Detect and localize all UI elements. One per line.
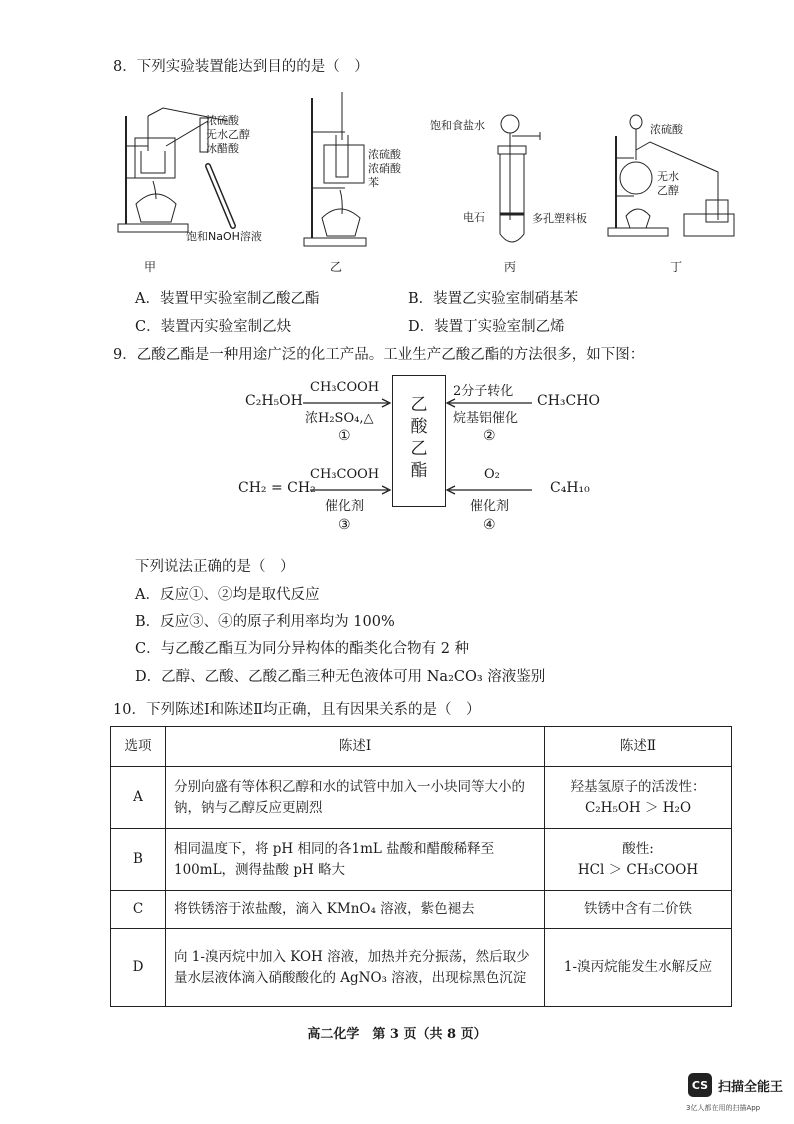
center-char-3: 乙 <box>410 439 428 459</box>
row-a-statement-2 <box>545 767 732 829</box>
center-char-1: 乙 <box>410 395 428 415</box>
cs-logo-icon: CS <box>688 1073 712 1097</box>
watermark-brand: 扫描全能王 <box>718 1079 784 1095</box>
q8-option-d: D．装置丁实验室制乙烯 <box>408 319 565 335</box>
r3-num: ③ <box>338 517 351 533</box>
center-char-4: 酯 <box>410 461 428 481</box>
row-d-statement-1: 向 1-溴丙烷中加入 KOH 溶液，加热并充分振荡，然后取少量水层液体滴入硝酸酸化的 AgNO₃ 溶液，出现棕黑色沉淀 <box>166 929 545 1007</box>
q9-option-b: B．反应③、④的原子利用率均为 100% <box>135 614 395 630</box>
q9-option-d: D．乙醇、乙酸、乙酸乙酯三种无色液体可用 Na₂CO₃ 溶液鉴别 <box>135 669 546 685</box>
row-b-s2-line2: HCl ＞ CH₃COOH <box>577 861 699 878</box>
jia-reagent-1: 浓硫酸 <box>206 114 239 127</box>
q9-option-c: C．与乙酸乙酯互为同分异构体的酯类化合物有 2 种 <box>135 641 470 657</box>
row-c-statement-2: 铁锈中含有二价铁 <box>545 891 732 929</box>
r3-above: CH₃COOH <box>310 467 380 482</box>
row-b-statement-1: 相同温度下，将 pH 相同的各1mL 盐酸和醋酸稀释至100mL，测得盐酸 pH 略大 <box>166 829 545 891</box>
scanner-watermark <box>688 1073 783 1097</box>
q8-option-a: A．装置甲实验室制乙酸乙酯 <box>135 291 320 307</box>
watermark-sub: 3亿人都在用的扫描App <box>686 1104 761 1112</box>
r3-below: 催化剂 <box>325 499 365 514</box>
q9-prompt: 下列说法正确的是（ ） <box>135 559 295 575</box>
row-b-option: B <box>111 829 166 891</box>
q8-stem: 8．下列实验装置能达到目的的是（ ） <box>113 59 369 75</box>
caption-yi: 乙 <box>330 260 343 274</box>
r2-num: ② <box>483 428 496 444</box>
q8-option-b: B．装置乙实验室制硝基苯 <box>408 291 579 307</box>
ding-top-label: 浓硫酸 <box>650 123 683 136</box>
caption-jia: 甲 <box>144 260 157 274</box>
caption-ding: 丁 <box>670 260 683 274</box>
row-a-s2-line2: C₂H₅OH ＞ H₂O <box>584 799 692 816</box>
ding-mid-2: 乙醇 <box>657 184 679 197</box>
center-char-2: 酸 <box>410 417 428 437</box>
r1-num: ① <box>338 428 351 444</box>
header-statement-2: 陈述Ⅱ <box>545 727 732 767</box>
jia-reagent-3: 冰醋酸 <box>206 142 239 155</box>
row-a-statement-1: 分别向盛有等体积乙醇和水的试管中加入一小块同等大小的钠，钠与乙醇反应更剧烈 <box>166 767 545 829</box>
header-statement-1: 陈述Ⅰ <box>166 727 545 767</box>
bing-left-label: 电石 <box>463 211 485 224</box>
r4-below: 催化剂 <box>470 499 510 514</box>
row-d-option: D <box>111 929 166 1007</box>
table-row <box>111 891 732 929</box>
header-option: 选项 <box>111 727 166 767</box>
row-c-statement-1: 将铁锈溶于浓盐酸，滴入 KMnO₄ 溶液，紫色褪去 <box>166 891 545 929</box>
bing-top-label: 饱和食盐水 <box>430 119 485 132</box>
q9-stem: 9．乙酸乙酯是一种用途广泛的化工产品。工业生产乙酸乙酯的方法很多，如下图： <box>113 347 645 363</box>
yi-reagent-3: 苯 <box>368 176 379 189</box>
caption-bing: 丙 <box>504 260 517 274</box>
r4-right: C₄H₁₀ <box>550 480 590 496</box>
yi-reagent-1: 浓硫酸 <box>368 148 401 161</box>
jia-bottom-label: 饱和NaOH溶液 <box>186 230 262 243</box>
table-row <box>111 929 732 1007</box>
r4-above: O₂ <box>484 467 500 482</box>
r3-left: CH₂ = CH₂ <box>238 480 316 496</box>
q10-stem: 10．下列陈述Ⅰ和陈述Ⅱ均正确，且有因果关系的是（ ） <box>113 702 481 718</box>
table-row <box>111 829 732 891</box>
r1-left: C₂H₅OH <box>245 393 303 409</box>
table-row <box>111 767 732 829</box>
yi-reagent-2: 浓硝酸 <box>368 162 401 175</box>
r4-num: ④ <box>483 517 496 533</box>
page-footer: 高二化学 第 3 页（共 8 页） <box>307 1027 487 1042</box>
r1-above: CH₃COOH <box>310 380 380 395</box>
q9-arrows <box>0 0 794 560</box>
r2-above: 2分子转化 <box>453 384 514 399</box>
q10-table <box>110 726 732 1007</box>
row-c-option: C <box>111 891 166 929</box>
row-a-option: A <box>111 767 166 829</box>
r1-below: 浓H₂SO₄,△ <box>305 411 374 426</box>
row-d-statement-2: 1-溴丙烷能发生水解反应 <box>545 929 732 1007</box>
row-b-s2-line1: 酸性: <box>622 840 654 857</box>
table-header-row <box>111 727 732 767</box>
row-b-statement-2 <box>545 829 732 891</box>
r2-right: CH₃CHO <box>537 393 600 409</box>
bing-right-label: 多孔塑料板 <box>532 212 587 225</box>
row-a-s2-line1: 羟基氢原子的活泼性： <box>570 778 706 795</box>
r2-below: 烷基铝催化 <box>453 411 519 426</box>
q9-option-a: A．反应①、②均是取代反应 <box>135 587 320 603</box>
q8-option-c: C．装置丙实验室制乙炔 <box>135 319 292 335</box>
ding-mid-1: 无水 <box>657 170 679 183</box>
jia-reagent-2: 无水乙醇 <box>206 128 250 141</box>
